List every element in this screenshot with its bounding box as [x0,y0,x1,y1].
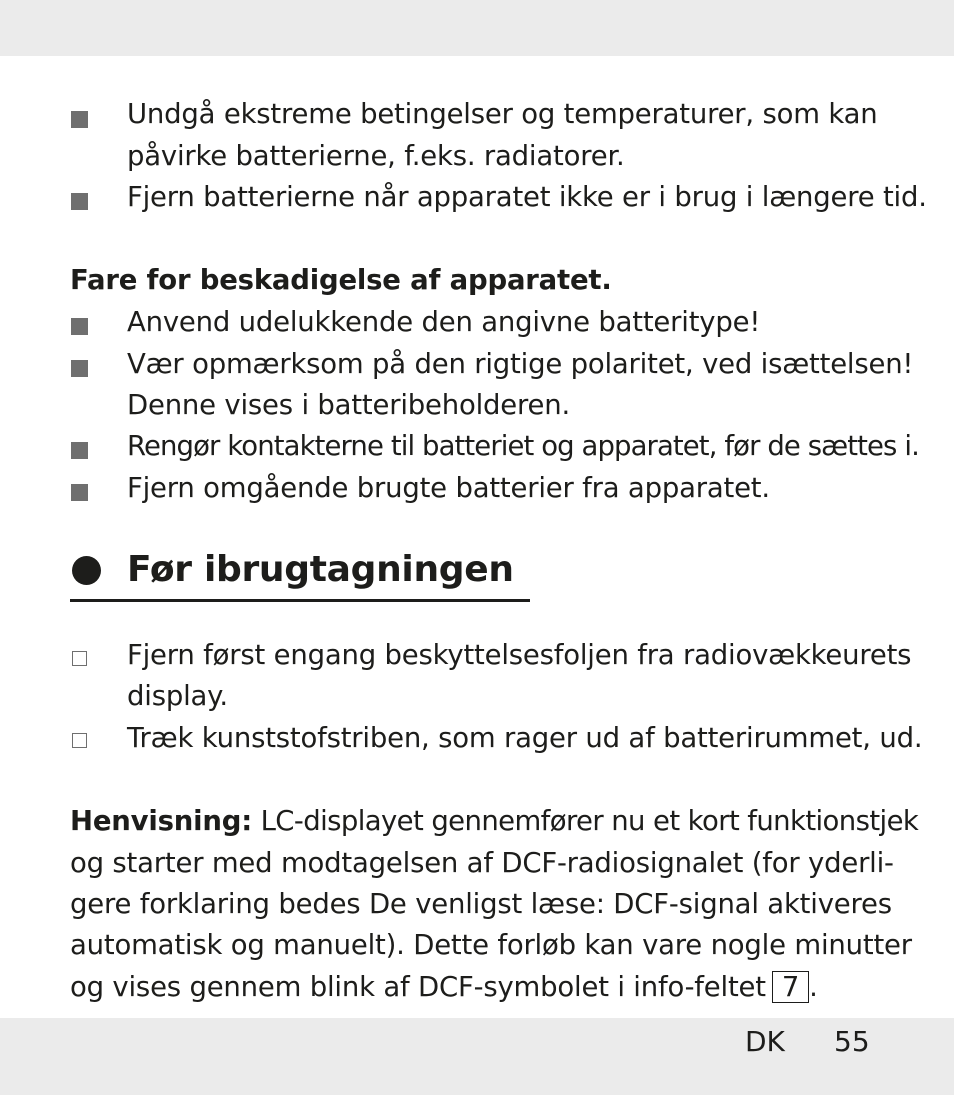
step-checkbox [72,733,87,748]
note-text: og vises gennem blink af DCF-symbolet i info-feltet [70,971,766,1003]
note-line: og starter med modtagelsen af DCF-radiosignalet (for yderli- [70,847,894,879]
step-line: Fjern først engang beskyttelsesfoljen fra radiovækkeurets [127,639,912,671]
list-item-line: Denne vises i batteribeholderen. [127,389,570,421]
note-line: gere forklaring bedes De venligst læse: DCF-signal aktiveres [70,888,892,920]
list-item-line: Undgå ekstreme betingelser og temperaturer, som kan [127,98,878,130]
footer-language: DK [745,1025,785,1058]
bullet-square [71,111,88,128]
note-line [70,801,918,843]
bullet-square [71,484,88,501]
reference-number-box: 7 [772,971,809,1003]
step-line: Træk kunststofstriben, som rager ud af batterirummet, ud. [127,722,923,754]
bullet-square [71,360,88,377]
list-item-line: Anvend udelukkende den angivne batteritype! [127,306,761,338]
note-line: automatisk og manuelt). Dette forløb kan vare nogle minutter [70,929,912,961]
bullet-square [71,442,88,459]
section-heading: Fare for beskadigelse af apparatet. [70,264,612,296]
note-line [70,967,818,1009]
list-item-line: Fjern omgående brugte batterier fra apparatet. [127,472,770,504]
page-section-title: Før ibrugtagningen [127,549,514,590]
note-label: Henvisning: [70,805,253,837]
bullet-square [71,193,88,210]
list-item-line: påvirke batterierne, f.eks. radiatorer. [127,140,625,172]
list-item-line: Vær opmærksom på den rigtige polaritet, ved isættelsen! [127,348,914,380]
step-checkbox [72,651,87,666]
list-item-line: Fjern batterierne når apparatet ikke er i brug i længere tid. [127,181,927,213]
top-band [0,0,954,56]
note-end: . [809,971,818,1003]
heading-underline [70,599,530,602]
bottom-band [0,1018,954,1095]
heading-bullet-dot [72,556,101,585]
step-line: display. [127,680,228,712]
list-item-line: Rengør kontakterne til batteriet og apparatet, før de sættes i. [127,430,919,462]
page-number: 55 [834,1025,870,1058]
note-text: LC-displayet gennemfører nu et kort funktionstjek [260,805,919,837]
bullet-square [71,318,88,335]
